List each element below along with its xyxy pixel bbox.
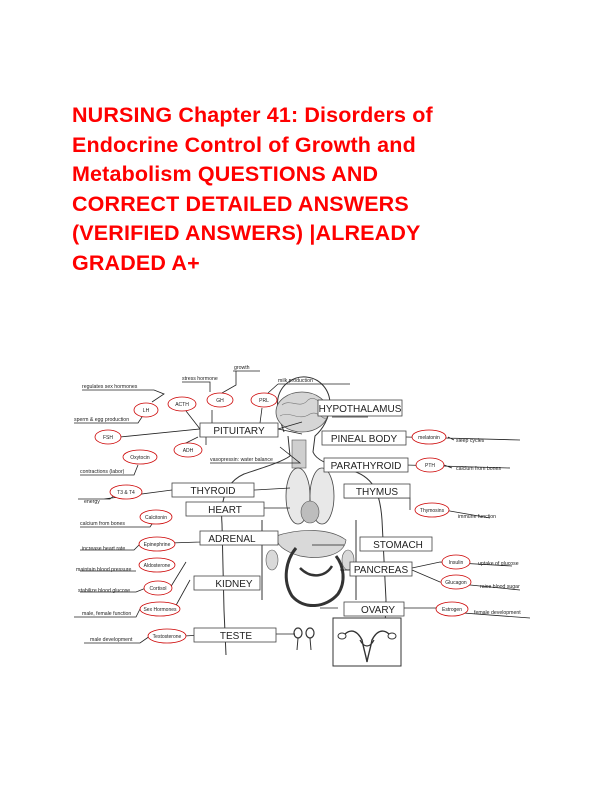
function-immune: immune function bbox=[458, 514, 497, 520]
function-male-female: male, female function bbox=[82, 611, 132, 617]
title-line: (VERIFIED ANSWERS) |ALREADY bbox=[72, 221, 421, 246]
estrogen-label: Estrogen bbox=[441, 607, 463, 613]
title-line: GRADED A+ bbox=[72, 250, 200, 275]
glucagon-label: Glucagon bbox=[445, 580, 467, 586]
function-stress: stress hormone bbox=[182, 376, 218, 382]
function-energy: energy bbox=[84, 499, 100, 505]
t3t4-label: T3 & T4 bbox=[117, 490, 135, 496]
function-sperm: sperm & egg production bbox=[74, 417, 130, 423]
function-milk: milk production bbox=[278, 378, 313, 384]
function-vaso: vasopressin: water balance bbox=[210, 457, 273, 463]
heart-label: HEART bbox=[208, 505, 242, 516]
thymosins-label: Thymosins bbox=[419, 508, 445, 514]
ovary-label: OVARY bbox=[360, 605, 396, 616]
pancreas-label: PANCREAS bbox=[353, 565, 409, 576]
pineal-label: PINEAL BODY bbox=[330, 434, 398, 445]
calcitonin-label: Calcitonin bbox=[145, 515, 167, 521]
parathyroid-label: PARATHYROID bbox=[330, 461, 402, 472]
testosterone-label: Testosterone bbox=[152, 634, 182, 640]
function-sex: regulates sex hormones bbox=[82, 384, 138, 390]
function-heart-rate: increase heart rate bbox=[82, 546, 126, 552]
fsh-label: FSH bbox=[103, 435, 113, 441]
lh-label: LH bbox=[142, 408, 150, 414]
pituitary-label: PITUITARY bbox=[213, 426, 265, 437]
gh-label: GH bbox=[216, 398, 224, 404]
title-line: NURSING Chapter 41: Disorders of bbox=[72, 103, 433, 127]
thyroid-label: THYROID bbox=[190, 486, 236, 497]
function-calcium-right: calcium from bones bbox=[456, 466, 501, 472]
title-line: CORRECT DETAILED ANSWERS bbox=[72, 191, 409, 216]
adh-label: ADH bbox=[182, 448, 194, 454]
title-line: Endocrine Control of Growth and bbox=[72, 132, 416, 157]
function-growth: growth bbox=[234, 365, 250, 371]
cortisol-label: Cortisol bbox=[149, 586, 167, 592]
uterus-illustration bbox=[333, 618, 401, 666]
function-sleep: sleep cycles bbox=[456, 438, 485, 444]
acth-label: ACTH bbox=[175, 402, 189, 408]
stomach-label: STOMACH bbox=[373, 540, 423, 551]
function-male-dev: male development bbox=[90, 637, 133, 643]
title-line: Metabolism QUESTIONS AND bbox=[72, 162, 379, 187]
thymus-label: THYMUS bbox=[355, 487, 399, 498]
sex-hormones-label: Sex Hormones bbox=[143, 607, 177, 613]
function-contractions: contractions (labor) bbox=[80, 469, 125, 475]
function-raise: raise blood sugar bbox=[480, 584, 520, 590]
function-uptake: uptake of glucose bbox=[478, 561, 519, 567]
aldosterone-label: Aldosterone bbox=[143, 563, 171, 569]
teste-label: TESTE bbox=[219, 631, 253, 642]
epinephrine-label: Epinephrine bbox=[143, 542, 171, 548]
prl-label: PRL bbox=[259, 398, 269, 404]
melatonin-label: melatonin bbox=[418, 435, 440, 441]
function-female-dev: female development bbox=[474, 610, 521, 616]
oxytocin-label: Oxytocin bbox=[130, 455, 150, 461]
function-bp: maintain blood pressure bbox=[76, 567, 132, 573]
adrenal-label: ADRENAL bbox=[208, 534, 256, 545]
function-calcium-left: calcium from bones bbox=[80, 521, 125, 527]
function-glucose-stab: stabilize blood glucose bbox=[78, 588, 131, 594]
hypothalamus-label: HYPOTHALAMUS bbox=[318, 404, 402, 415]
insulin-label: Insulin bbox=[448, 560, 464, 566]
pth-label: PTH bbox=[425, 463, 435, 469]
testes-illustration bbox=[294, 628, 314, 650]
kidney-label: KIDNEY bbox=[215, 579, 253, 590]
